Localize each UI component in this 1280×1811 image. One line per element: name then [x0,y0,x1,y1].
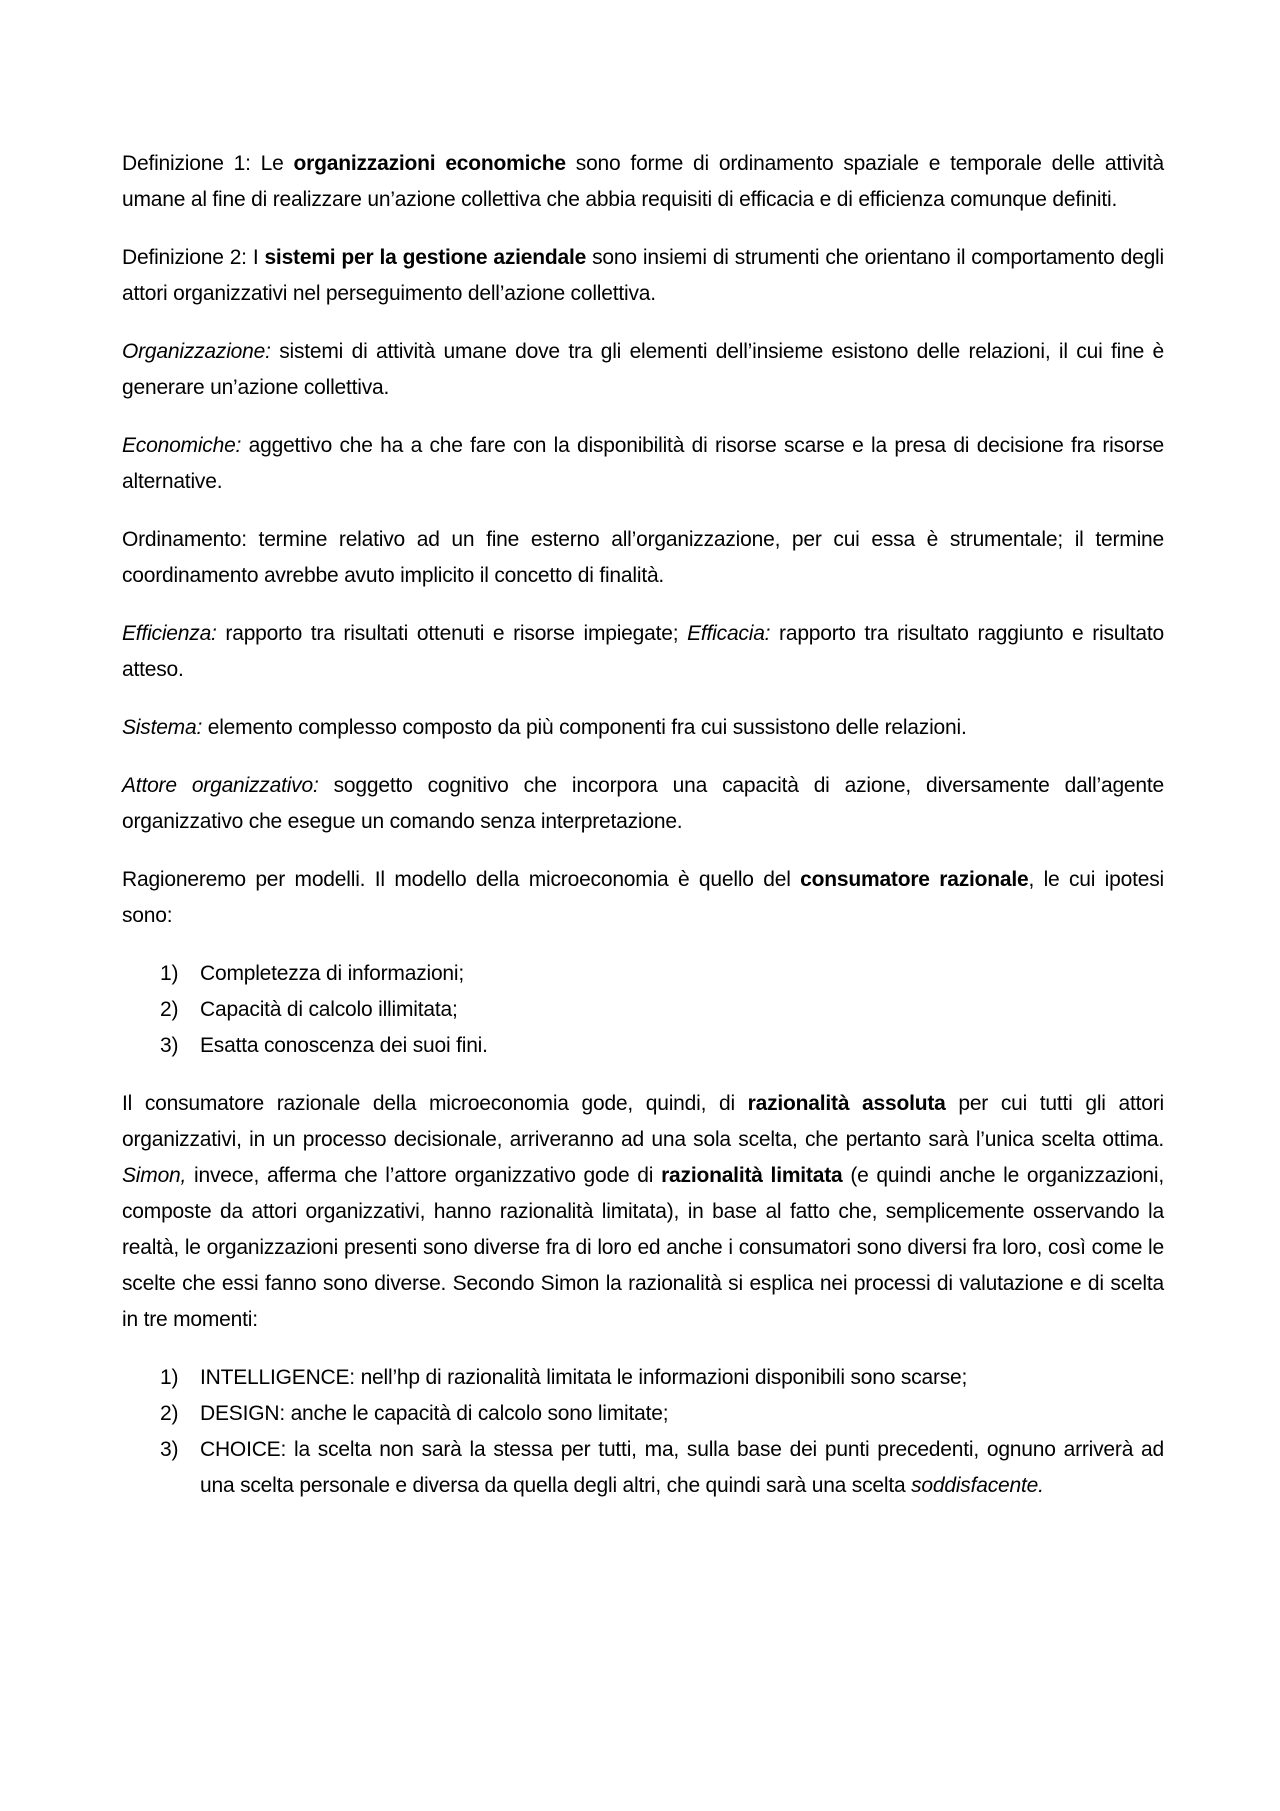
list-item-text: DESIGN: anche le capacità di calcolo sono limitate; [200,1402,669,1425]
efficienza-paragraph [122,616,1164,688]
list-item [122,1360,1164,1396]
definition-2-term: sistemi per la gestione aziendale [264,246,587,269]
ordinamento-paragraph [122,522,1164,594]
list-item-text: Esatta conoscenza dei suoi fini. [200,1034,488,1057]
razionalita-paragraph [122,1086,1164,1338]
definition-1-term: organizzazioni economiche [293,152,566,175]
attore-paragraph [122,768,1164,840]
organizzazione-term: Organizzazione: [122,340,271,363]
economiche-term: Economiche: [122,434,242,457]
list-item [122,1396,1164,1432]
razionalita-text-3: invece, afferma che l’attore organizzativo gode di [186,1164,662,1187]
efficienza-term: Efficienza: [122,622,217,645]
list-item-number: 1) [160,962,179,985]
definition-1 [122,146,1164,218]
attore-term: Attore organizzativo: [122,774,319,797]
definition-1-prefix: Definizione 1: Le [122,152,294,175]
document-page [122,146,1164,1526]
list-item-number: 3) [160,1438,179,1461]
economiche-text: aggettivo che ha a che fare con la disponibilità di risorse scarse e la presa di decisione fra risorse alternative. [122,434,1164,493]
list-item-text: Capacità di calcolo illimitata; [200,998,458,1021]
list-item [122,956,1164,992]
efficacia-text: rapporto tra risultato raggiunto e risultato atteso. [122,622,1164,681]
razionalita-text-1: Il consumatore razionale della microeconomia gode, quindi, di [122,1092,748,1115]
list-item-text: CHOICE: la scelta non sarà la stessa per tutti, ma, sulla base dei punti precedenti, ognuno arriverà ad una scelta personale e diversa da quella degli altri, che quindi sarà una scelta [200,1438,1164,1497]
list-item-text: INTELLIGENCE: nell’hp di razionalità limitata le informazioni disponibili sono scarse; [200,1366,968,1389]
list-item-number: 3) [160,1034,179,1057]
list-item-text: Completezza di informazioni; [200,962,465,985]
list-item [122,1028,1164,1064]
razionalita-text-2: per cui tutti gli attori organizzativi, in un processo decisionale, arriveranno ad una sola scelta, che pertanto sarà l’unica scelta ottima. [122,1092,1164,1151]
definition-2-prefix: Definizione 2: I [122,246,265,269]
efficienza-text: rapporto tra risultati ottenuti e risorse impiegate; [216,622,688,645]
economiche-paragraph [122,428,1164,500]
razionalita-assoluta-term: razionalità assoluta [747,1092,946,1115]
sistema-text: elemento complesso composto da più componenti fra cui sussistono delle relazioni. [202,716,967,739]
organizzazione-paragraph [122,334,1164,406]
attore-text: soggetto cognitivo che incorpora una capacità di azione, diversamente dall’agente organizzativo che esegue un comando senza interpretazione. [122,774,1165,833]
list-item-number: 2) [160,998,179,1021]
momenti-list [122,1360,1164,1504]
sistema-paragraph [122,710,1164,746]
list-item [122,1432,1164,1504]
definition-1-text: sono forme di ordinamento spaziale e temporale delle attività umane al fine di realizzare un’azione collettiva che abbia requisiti di efficacia e di efficienza comunque definiti. [122,152,1164,211]
sistema-term: Sistema: [122,716,203,739]
definition-2 [122,240,1164,312]
list-item-number: 2) [160,1402,179,1425]
list-item [122,992,1164,1028]
ipotesi-list [122,956,1164,1064]
razionalita-limitata-term: razionalità limitata [661,1164,843,1187]
organizzazione-text: sistemi di attività umane dove tra gli elementi dell’insieme esistono delle relazioni, il cui fine è generare un’azione collettiva. [122,340,1164,399]
efficacia-term: Efficacia: [687,622,771,645]
list-item-number: 1) [160,1366,179,1389]
simon-name: Simon, [122,1164,187,1187]
razionalita-text-4: (e quindi anche le organizzazioni, composte da attori organizzativi, hanno razionalità limitata), in base al fatto che, semplicemente osservando la realtà, le organizzazioni presenti sono diverse fra di loro ed anche i consumatori sono diversi fra loro, così come le scelte che essi fanno sono diverse. Secondo Simon la razionalità si esplica nei processi di valutazione e di scelta in tre momenti: [122,1164,1164,1331]
consumatore-razionale-term: consumatore razionale [800,868,1029,891]
modelli-prefix: Ragioneremo per modelli. Il modello della microeconomia è quello del [122,868,801,891]
definition-2-text: sono insiemi di strumenti che orientano il comportamento degli attori organizzativi nel perseguimento dell’azione collettiva. [122,246,1164,305]
modelli-paragraph [122,862,1164,934]
modelli-text: , le cui ipotesi sono: [122,868,1164,927]
ordinamento-text: Ordinamento: termine relativo ad un fine esterno all’organizzazione, per cui essa è strumentale; il termine coordinamento avrebbe avuto implicito il concetto di finalità. [122,528,1164,587]
list-item-italic-text: soddisfacente. [911,1474,1044,1497]
